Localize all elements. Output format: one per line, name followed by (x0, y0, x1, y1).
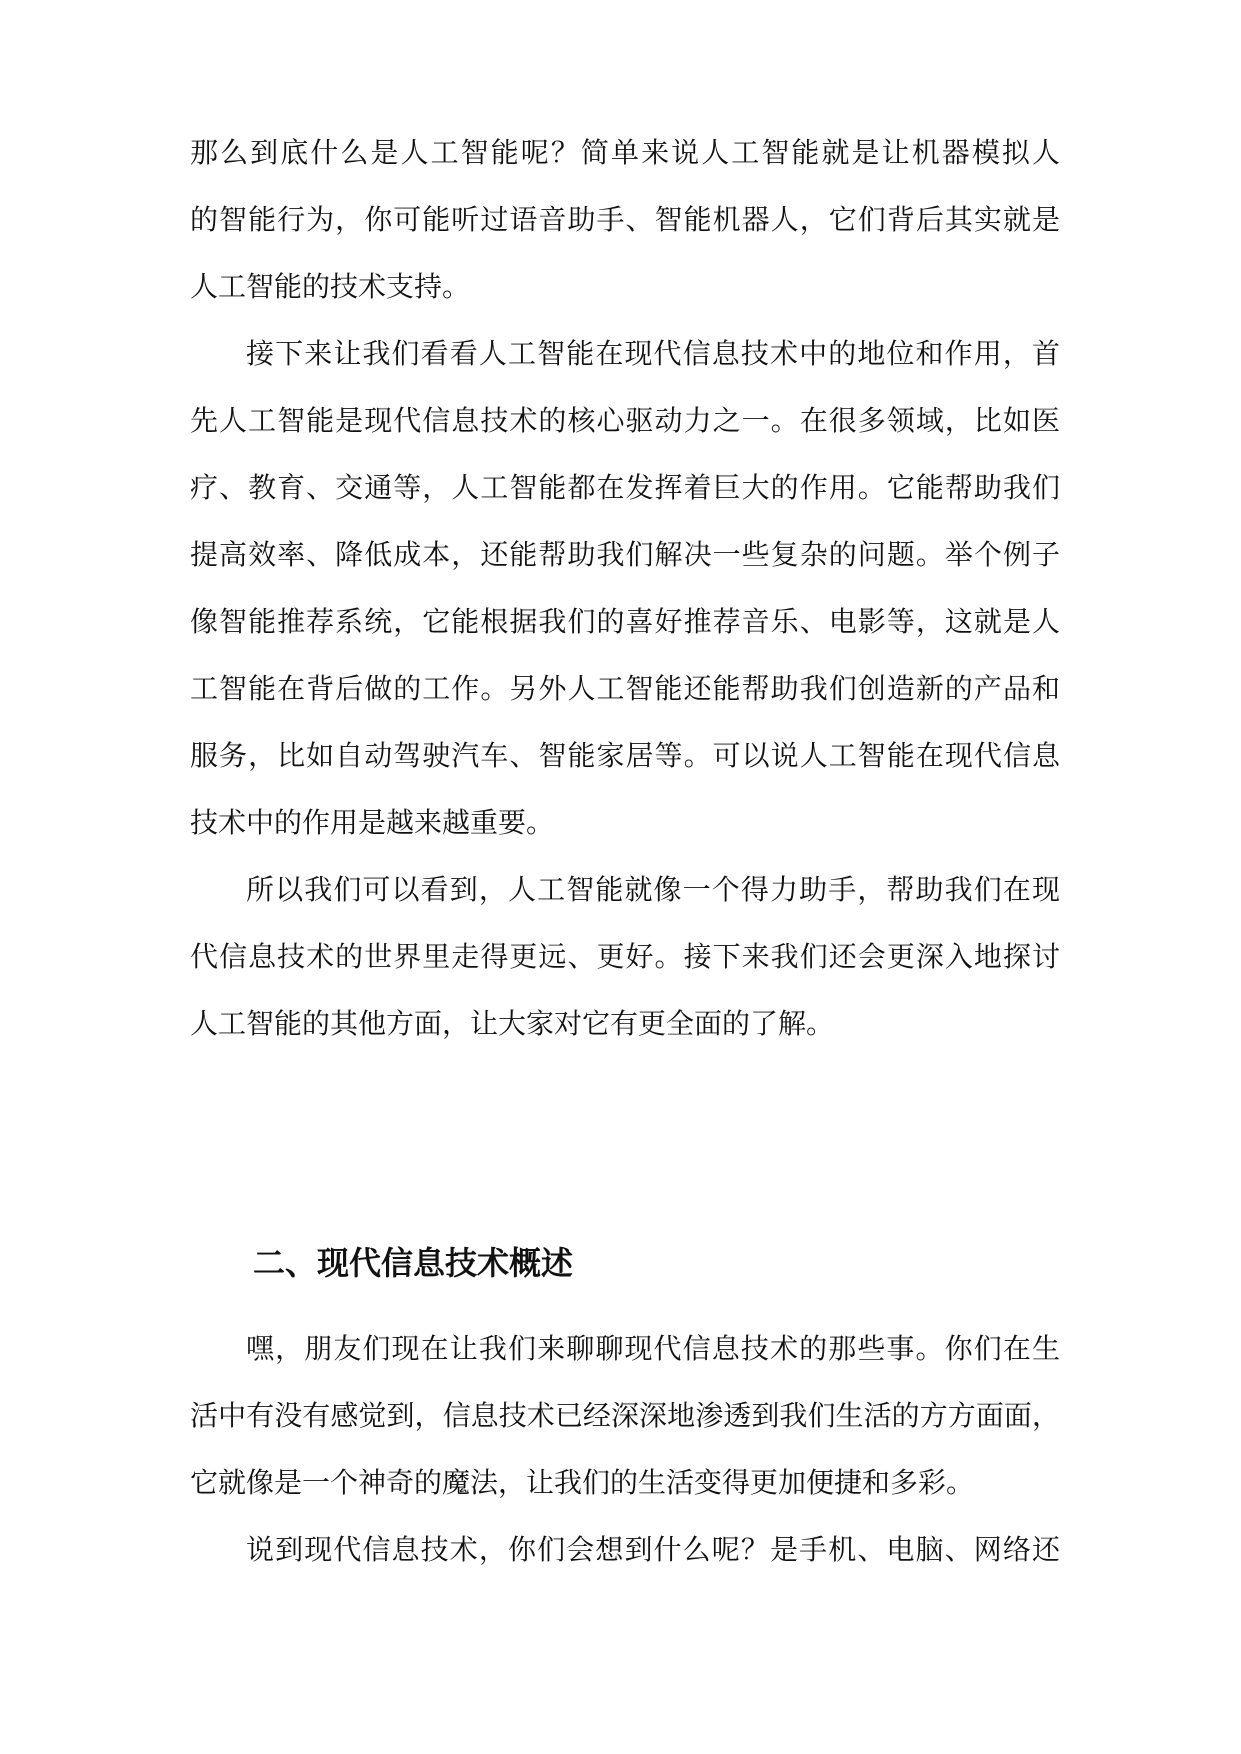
paragraph-2-line-6: 工智能在背后做的工作。另外人工智能还能帮助我们创造新的产品和 (190, 672, 1060, 705)
paragraph-1-line-1: 那么到底什么是人工智能呢？简单来说人工智能就是让机器模拟人 (190, 136, 1060, 169)
paragraph-2-line-7: 服务，比如自动驾驶汽车、智能家居等。可以说人工智能在现代信息 (190, 739, 1060, 772)
paragraph-2-line-4: 提高效率、降低成本，还能帮助我们解决一些复杂的问题。举个例子 (190, 538, 1060, 571)
paragraph-3-line-1: 所以我们可以看到，人工智能就像一个得力助手，帮助我们在现 (246, 873, 1060, 906)
paragraph-3-line-3: 人工智能的其他方面，让大家对它有更全面的了解。 (190, 1007, 835, 1040)
section-heading: 二、现代信息技术概述 (253, 1244, 574, 1282)
paragraph-4-line-3: 它就像是一个神奇的魔法，让我们的生活变得更加便捷和多彩。 (190, 1466, 975, 1499)
paragraph-1-line-2: 的智能行为，你可能听过语音助手、智能机器人，它们背后其实就是 (190, 203, 1060, 236)
paragraph-1-line-3: 人工智能的技术支持。 (190, 270, 471, 303)
paragraph-2-line-2: 先人工智能是现代信息技术的核心驱动力之一。在很多领域，比如医 (190, 404, 1060, 437)
paragraph-2-line-5: 像智能推荐系统，它能根据我们的喜好推荐音乐、电影等，这就是人 (190, 605, 1060, 638)
paragraph-5-line-1: 说到现代信息技术，你们会想到什么呢？是手机、电脑、网络还 (246, 1533, 1060, 1566)
paragraph-3-line-2: 代信息技术的世界里走得更远、更好。接下来我们还会更深入地探讨 (190, 940, 1060, 973)
paragraph-2-line-3: 疗、教育、交通等，人工智能都在发挥着巨大的作用。它能帮助我们 (190, 471, 1060, 504)
paragraph-4-line-1: 嘿，朋友们现在让我们来聊聊现代信息技术的那些事。你们在生 (246, 1332, 1060, 1365)
paragraph-2-line-8: 技术中的作用是越来越重要。 (190, 806, 555, 839)
paragraph-4-line-2: 活中有没有感觉到，信息技术已经深深地渗透到我们生活的方方面面， (190, 1399, 1060, 1432)
paragraph-2-line-1: 接下来让我们看看人工智能在现代信息技术中的地位和作用，首 (246, 337, 1060, 370)
